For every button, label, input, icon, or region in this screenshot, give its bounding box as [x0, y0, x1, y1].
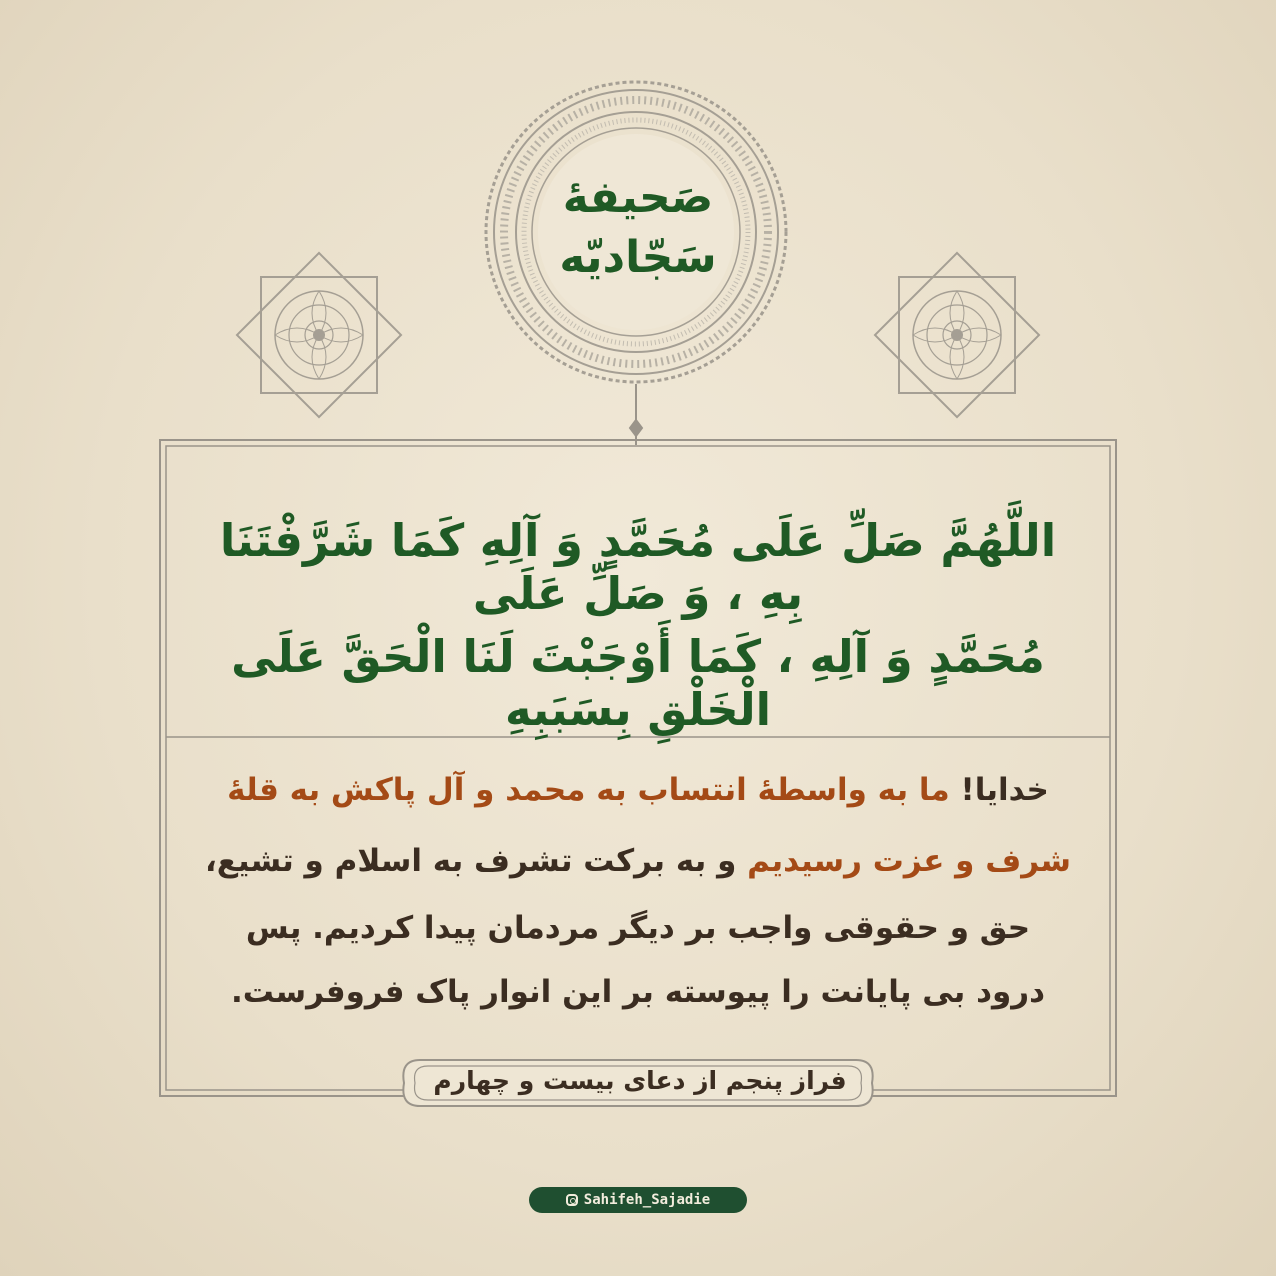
arabic-prayer-line1: اللَّهُمَّ صَلِّ عَلَى مُحَمَّدٍ وَ آلِهِ كَمَا شَرَّفْتَنَا بِهِ ، وَ صَلِّ عَلَى: [219, 514, 1057, 620]
source-label: فراز پنجم از دعای بیست و چهارم: [433, 1066, 847, 1095]
translation-line2: [200, 843, 1076, 879]
translation-line1-prefix: خدایا!: [949, 772, 1049, 808]
left-rosette-ornament: [237, 253, 401, 417]
translation-line1-highlight: ما به واسطهٔ انتساب به محمد و آل پاکش به قلهٔ: [227, 772, 950, 808]
right-rosette-ornament: [875, 253, 1039, 417]
logo-title-line1: صَحیفهٔ: [562, 172, 714, 223]
translation-line1: [200, 772, 1076, 808]
instagram-handle-text: Sahifeh_Sajadie: [583, 1192, 711, 1208]
translation-line2-rest: و به برکت تشرف به اسلام و تشیع،: [204, 843, 748, 879]
arabic-prayer-line2: مُحَمَّدٍ وَ آلِهِ ، كَمَا أَوْجَبْتَ لَنَا الْحَقَّ عَلَى الْخَلْقِ بِسَبَبِهِ: [231, 630, 1045, 736]
logo-title-line2: سَجّادیّه: [559, 232, 717, 283]
instagram-handle-badge[interactable]: [529, 1187, 747, 1213]
translation-line4: درود بی پایانت را پیوسته بر این انوار پاک فروفرست.: [230, 974, 1046, 1010]
medallion-stem: [630, 384, 642, 445]
translation-line2-highlight: شرف و عزت رسیدیم: [747, 843, 1072, 879]
translation-line3: حق و حقوقی واجب بر دیگر مردمان پیدا کردیم. پس: [245, 910, 1031, 946]
instagram-icon: [566, 1194, 578, 1206]
